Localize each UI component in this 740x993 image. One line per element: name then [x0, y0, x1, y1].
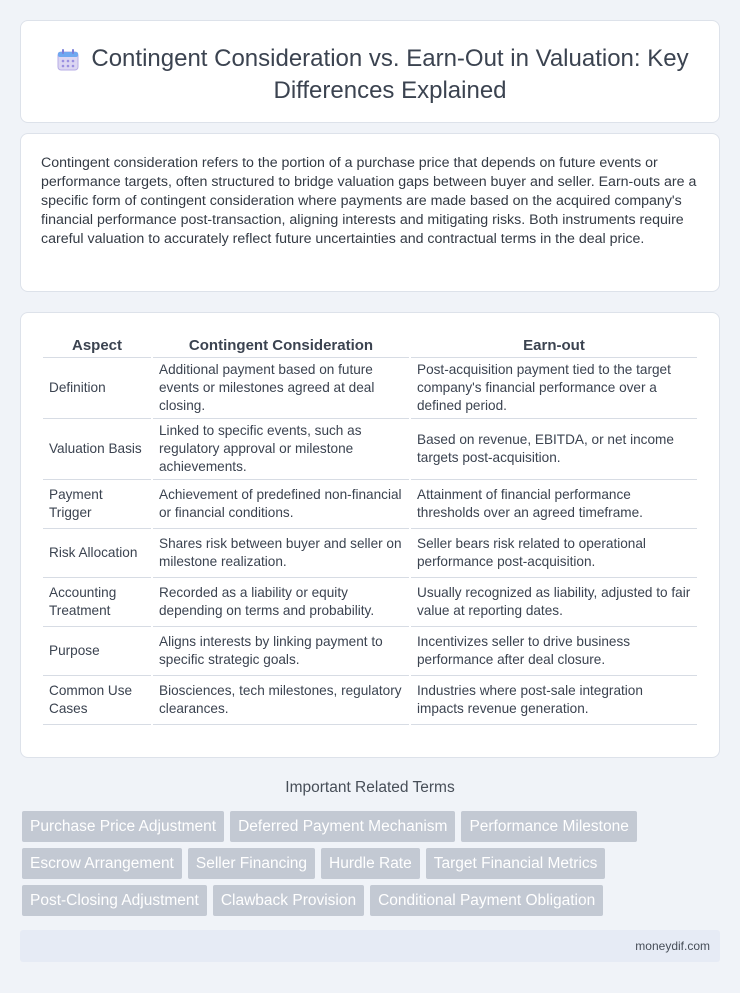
related-term-tag[interactable]: Deferred Payment Mechanism: [230, 811, 455, 842]
table-row: [43, 627, 697, 676]
related-term-tag[interactable]: Hurdle Rate: [321, 848, 420, 879]
cell-earnout: Post-acquisition payment tied to the target company's financial performance over a defined period.: [411, 358, 697, 419]
cell-aspect: Risk Allocation: [43, 529, 151, 578]
cell-aspect: Payment Trigger: [43, 480, 151, 529]
cell-contingent: Shares risk between buyer and seller on milestone realization.: [153, 529, 409, 578]
cell-aspect: Definition: [43, 358, 151, 419]
table-row: [43, 578, 697, 627]
cell-contingent: Additional payment based on future events or milestones agreed at deal closing.: [153, 358, 409, 419]
cell-earnout: Industries where post-sale integration impacts revenue generation.: [411, 676, 697, 725]
footer: [20, 930, 720, 962]
related-term-tag[interactable]: Target Financial Metrics: [426, 848, 606, 879]
cell-aspect: Common Use Cases: [43, 676, 151, 725]
cell-earnout: Incentivizes seller to drive business performance after deal closure.: [411, 627, 697, 676]
cell-earnout: Seller bears risk related to operational performance post-acquisition.: [411, 529, 697, 578]
cell-earnout: Usually recognized as liability, adjusted to fair value at reporting dates.: [411, 578, 697, 627]
intro-card: [20, 133, 720, 292]
cell-earnout: Attainment of financial performance thresholds over an agreed timeframe.: [411, 480, 697, 529]
related-term-tag[interactable]: Performance Milestone: [461, 811, 636, 842]
title-card: [20, 20, 720, 123]
comparison-table: [41, 335, 699, 725]
related-terms-heading: Important Related Terms: [285, 779, 455, 796]
related-term-tag[interactable]: Purchase Price Adjustment: [22, 811, 224, 842]
cell-contingent: Achievement of predefined non-financial or financial conditions.: [153, 480, 409, 529]
comparison-table-card: [20, 312, 720, 758]
table-header-row: [43, 335, 697, 358]
related-term-tag[interactable]: Conditional Payment Obligation: [370, 885, 603, 916]
related-term-tag[interactable]: Clawback Provision: [213, 885, 364, 916]
cell-contingent: Recorded as a liability or equity depending on terms and probability.: [153, 578, 409, 627]
header-earn-out: Earn-out: [411, 335, 697, 358]
header-aspect: Aspect: [43, 335, 151, 358]
cell-aspect: Valuation Basis: [43, 419, 151, 480]
footer-site-link[interactable]: moneydif.com: [635, 939, 710, 953]
related-term-tag[interactable]: Post-Closing Adjustment: [22, 885, 207, 916]
cell-contingent: Biosciences, tech milestones, regulatory clearances.: [153, 676, 409, 725]
cell-aspect: Purpose: [43, 627, 151, 676]
cell-contingent: Aligns interests by linking payment to specific strategic goals.: [153, 627, 409, 676]
page-title: Contingent Consideration vs. Earn-Out in Valuation: Key Differences Explained: [91, 45, 689, 104]
table-row: [43, 529, 697, 578]
intro-paragraph: Contingent consideration refers to the portion of a purchase price that depends on future events or performance targets, often structured to bridge valuation gaps between buyer and seller. Earn-outs are a specific form of contingent consideration where payments are made based on the acquired company's financial performance post-transaction, aligning interests and mitigating risks. Both instruments require careful valuation to accurately reflect future uncertainties and contractual terms in the deal price.: [41, 155, 697, 247]
table-row: [43, 676, 697, 725]
related-terms-list: [22, 811, 722, 916]
cell-contingent: Linked to specific events, such as regulatory approval or milestone achievements.: [153, 419, 409, 480]
related-term-tag[interactable]: Seller Financing: [188, 848, 315, 879]
table-row: [43, 358, 697, 419]
table-row: [43, 480, 697, 529]
header-contingent-consideration: Contingent Consideration: [153, 335, 409, 358]
table-row: [43, 419, 697, 480]
related-term-tag[interactable]: Escrow Arrangement: [22, 848, 182, 879]
cell-aspect: Accounting Treatment: [43, 578, 151, 627]
cell-earnout: Based on revenue, EBITDA, or net income targets post-acquisition.: [411, 419, 697, 480]
